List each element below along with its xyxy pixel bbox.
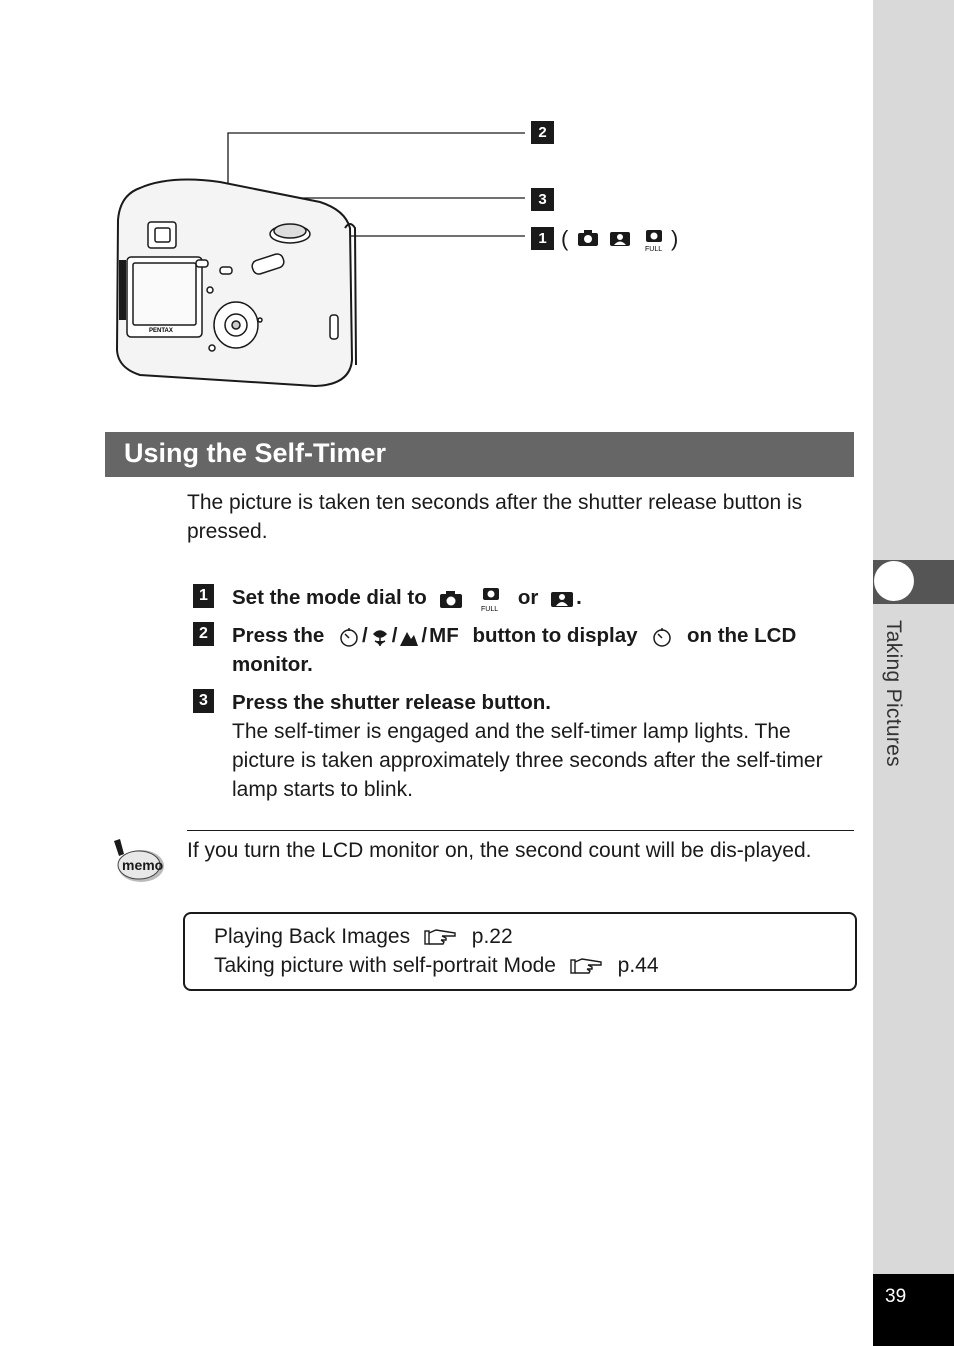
self-timer-icon (338, 626, 360, 648)
memo-icon (110, 838, 166, 888)
chapter-circle (874, 561, 914, 601)
svg-text:FULL: FULL (645, 246, 663, 253)
step-1-text: Set the mode dial to FULL or . (232, 586, 582, 613)
intro-text: The picture is taken ten seconds after the shutter release button is pressed. (187, 491, 803, 543)
memo-label: memo (122, 857, 164, 873)
camera-illustration (100, 110, 700, 400)
svg-text:FULL: FULL (481, 605, 499, 613)
pointing-hand-icon (570, 956, 604, 976)
macro-icon (370, 626, 390, 648)
section-title: Using the Self-Timer (124, 438, 387, 468)
step-3-title: Press the shutter release button. (232, 691, 551, 714)
step-3-number: 3 (193, 689, 214, 713)
chapter-label: Taking Pictures (882, 620, 905, 767)
step-2-number: 2 (193, 622, 214, 646)
callout-2: 2 (531, 121, 554, 144)
pointing-hand-icon (424, 927, 458, 947)
camera-full-icon (478, 585, 504, 613)
self-timer-icon (651, 626, 673, 648)
memo-text: If you turn the LCD monitor on, the second count will be dis-played. (187, 839, 812, 862)
self-portrait-icon (550, 589, 574, 609)
memo-divider (187, 830, 854, 831)
camera-full-icon (643, 227, 665, 253)
step-1-number: 1 (193, 584, 214, 608)
camera-icon (577, 229, 599, 247)
self-portrait-icon (609, 229, 631, 247)
page-number-box (873, 1274, 954, 1346)
camera-icon (438, 589, 464, 609)
callout-3: 3 (531, 188, 554, 211)
page-number: 39 (885, 1286, 907, 1307)
reference-item-playback[interactable]: Playing Back Images p.22 (214, 925, 513, 948)
landscape-icon (399, 626, 419, 648)
step-2-text: Press the / / /MF button to display on the LCD monitor. (232, 624, 797, 676)
reference-item-self-portrait[interactable]: Taking picture with self-portrait Mode p.44 (214, 954, 659, 977)
callout-1: 1 (531, 227, 554, 250)
step-3-detail: The self-timer is engaged and the self-timer lamp lights. The picture is taken approximately three seconds after the self-timer lamp starts to blink. (232, 720, 823, 801)
camera-brand: PENTAX (149, 328, 173, 334)
